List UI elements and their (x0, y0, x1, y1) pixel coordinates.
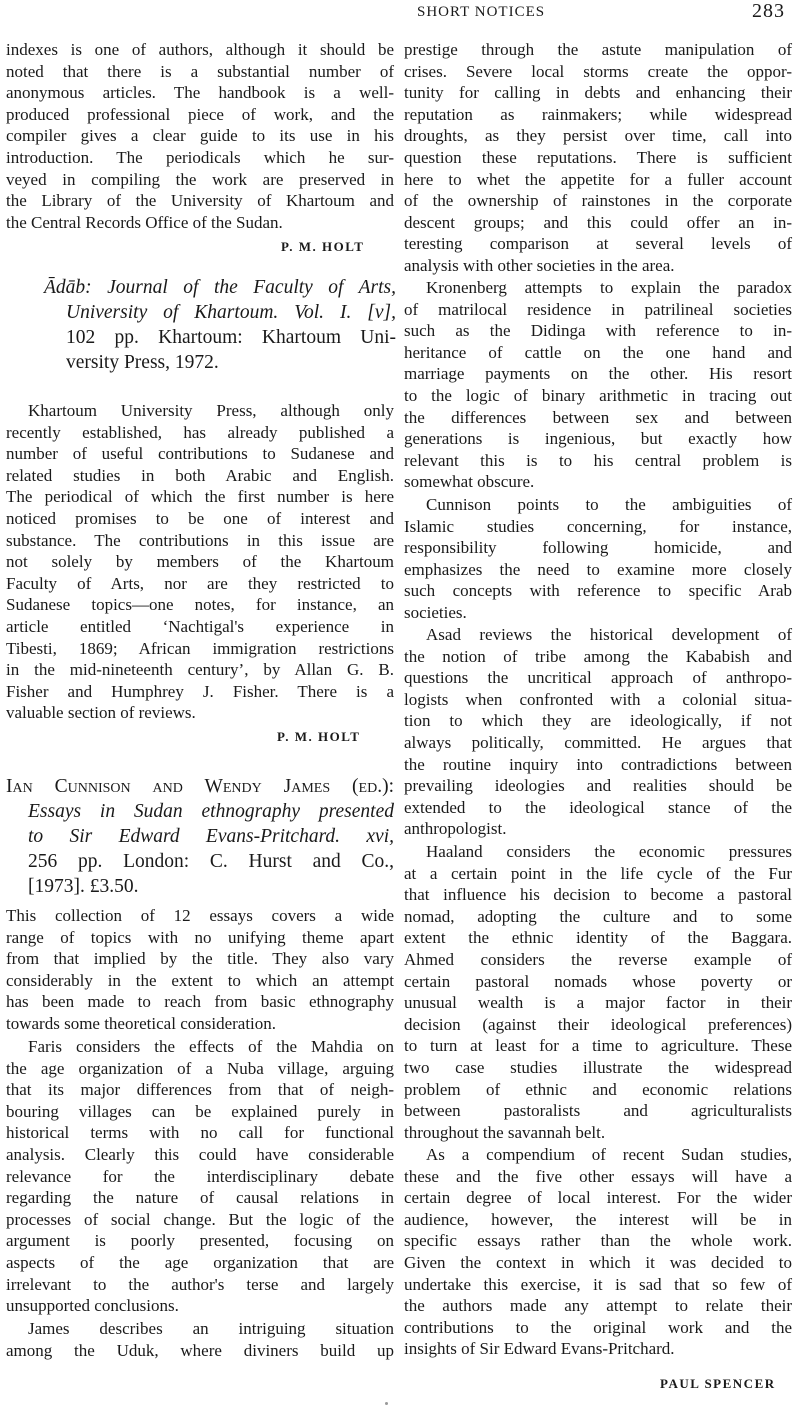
print-speck (385, 1402, 388, 1405)
text-line: decision (against their ideological preferences) (404, 1014, 792, 1034)
paragraph (6, 400, 394, 724)
text-line: article entitled ‘Nachtigal's experience in (6, 616, 394, 636)
heading-line: 256 pp. London: C. Hurst and Co., (28, 851, 394, 872)
text-line: these and the five other essays will have a (404, 1166, 792, 1186)
text-line: substance. The contributions in this issue are (6, 530, 394, 550)
text-line: has been made to reach from basic ethnography (6, 992, 394, 1012)
text-line: analysis with other societies in the area. (404, 255, 675, 275)
text-line: crises. Severe local storms create the oppor- (404, 61, 792, 81)
text-line: anthropologist. (404, 819, 507, 839)
text-line: generations is ingenious, but exactly how (404, 429, 792, 449)
text-line: range of topics with no unifying theme apart (6, 927, 394, 947)
text-line: extent the ethnic identity of the Baggara. (404, 928, 792, 948)
text-line: This collection of 12 essays covers a wide (6, 906, 394, 925)
text-line: droughts, as they persist over time, call into (404, 126, 792, 146)
heading-line: Ādāb: Journal of the Faculty of Arts, (44, 277, 396, 298)
text-line: related studies in both Arabic and English. (6, 465, 394, 485)
reviewer-signature: P. M. HOLT (277, 729, 361, 744)
text-line: Haaland considers the economic pressures (426, 842, 792, 861)
text-line: of the ownership of rainstones in the corporate (404, 191, 792, 211)
heading-line: to Sir Edward Evans-Pritchard. xvi, (28, 826, 394, 847)
heading-line: University of Khartoum. Vol. I. [v], (66, 302, 396, 323)
text-line: to the logic of binary arithmetic in tracing out (404, 385, 792, 405)
text-line: valuable section of reviews. (6, 703, 196, 723)
reviewer-signature: PAUL SPENCER (660, 1376, 776, 1391)
text-line: Faculty of Arts, nor are they restricted to (6, 573, 394, 593)
text-line: responsibility following homicide, and (404, 538, 792, 558)
text-line: that influence his decision to become a pastoral (404, 885, 792, 905)
text-line: somewhat obscure. (404, 472, 535, 492)
paragraph (404, 624, 792, 840)
text-line: reputation as rainmakers; while widespread (404, 104, 792, 124)
text-line: Asad reviews the historical development of (426, 625, 792, 644)
text-line: contributions to the original work and the (404, 1317, 792, 1337)
text-line: prestige through the astute manipulation of (404, 40, 792, 59)
text-line: question these reputations. There is sufficient (404, 147, 792, 167)
text-line: teresting comparison at several levels of (404, 234, 792, 254)
paragraph (404, 1144, 792, 1360)
text-line: the differences between sex and between (404, 407, 792, 427)
running-title: SHORT NOTICES (417, 4, 546, 20)
text-line: bouring villages can be explained purely in (6, 1101, 394, 1121)
text-line: Tibesti, 1869; African immigration restrictions (6, 638, 394, 658)
text-line: Given the context in which it was decided to (404, 1252, 792, 1272)
text-line: insights of Sir Edward Evans-Pritchard. (404, 1339, 675, 1359)
text-line: regarding the nature of causal relations in (6, 1188, 394, 1208)
heading-line: [1973]. £3.50. (28, 876, 139, 897)
text-line: emphasizes the need to examine more closely (404, 559, 792, 579)
text-line: descent groups; and this could offer an in- (404, 212, 792, 232)
text-line: Fisher and Humphrey J. Fisher. There is a (6, 681, 394, 701)
text-line: anonymous articles. The handbook is a well- (6, 83, 394, 103)
heading-line: versity Press, 1972. (66, 352, 219, 373)
text-line: argument is poorly presented, focusing on (6, 1231, 394, 1251)
text-line: tunity for calling in debts and enhancing their (404, 83, 792, 103)
text-line: to turn at least for a time to agriculture. These (404, 1036, 792, 1056)
heading-line: 102 pp. Khartoum: Khartoum Uni- (66, 327, 396, 348)
text-line: specific essays rather than the whole work. (404, 1231, 792, 1251)
reviewer-signature: P. M. HOLT (281, 239, 365, 254)
text-line: audience, however, the interest will be in (404, 1209, 792, 1229)
text-line: of matrilocal residence in patrilineal societies (404, 299, 792, 319)
text-line: James describes an intriguing situation (28, 1319, 394, 1338)
text-line: at a certain point in the life cycle of the Fur (404, 863, 792, 883)
text-line: the routine inquiry into contradictions between (404, 754, 792, 774)
text-line: compiler gives a clear guide to its use in his (6, 126, 394, 146)
paragraph (404, 277, 792, 493)
text-line: Kronenberg attempts to explain the paradox (426, 278, 792, 297)
text-line: introduction. The periodicals which he sur- (6, 147, 394, 167)
text-line: not solely by members of the Khartoum (6, 552, 394, 572)
text-line: the authors made any attempt to relate their (404, 1296, 792, 1316)
text-line: Faris considers the effects of the Mahdia on (28, 1037, 394, 1056)
text-line: societies. (404, 602, 467, 622)
text-line: unusual wealth is a major factor in their (404, 993, 792, 1013)
heading-line: Ian Cunnison and Wendy James (ed.): (6, 776, 394, 797)
text-line: Sudanese topics—one notes, for instance, an (6, 595, 394, 615)
text-line: indexes is one of authors, although it should be (6, 40, 394, 59)
heading-line: Essays in Sudan ethnography presented (28, 801, 394, 822)
text-line: irrelevant to the author's terse and largely (6, 1274, 394, 1294)
text-line: always politically, committed. He argues that (404, 732, 792, 752)
text-line: noticed promises to be one of interest and (6, 508, 394, 528)
text-line: throughout the savannah belt. (404, 1122, 606, 1142)
text-line: here to whet the appetite for a fuller account (404, 169, 792, 189)
text-line: the Library of the University of Khartoum and (6, 191, 394, 211)
text-line: The periodical of which the first number is here (6, 487, 394, 507)
text-line: Cunnison points to the ambiguities of (426, 495, 792, 514)
text-line: nomad, adopting the culture and to some (404, 906, 792, 926)
text-line: relevance for the interdisciplinary debate (6, 1166, 394, 1186)
paragraph (6, 905, 394, 1035)
text-line: aspects of the age organization that are (6, 1252, 394, 1272)
text-line: considerably in the extent to which an attempt (6, 970, 394, 990)
text-line: certain pastoral nomads whose poverty or (404, 971, 792, 991)
text-line: unsupported conclusions. (6, 1296, 179, 1316)
text-line: such as the Didinga with reference to in- (404, 321, 792, 341)
text-line: recently established, has already published a (6, 422, 394, 442)
paragraph (404, 841, 792, 1143)
paragraph (6, 1036, 394, 1317)
text-line: noted that there is a substantial number of (6, 61, 394, 81)
paragraph (6, 1318, 394, 1361)
text-line: among the Uduk, where diviners build up (6, 1340, 394, 1360)
text-line: marriage payments on the other. His resort (404, 364, 792, 384)
text-line: questions the uncritical approach of anthropo- (404, 668, 792, 688)
text-line: undertake this exercise, it is sad that so few of (404, 1274, 792, 1294)
review-heading (6, 275, 396, 375)
text-line: from that implied by the title. They also vary (6, 949, 394, 969)
text-line: such concepts with reference to specific Arab (404, 581, 792, 601)
text-line: extended to the ideological stance of the (404, 797, 792, 817)
text-line: heritance of cattle on the one hand and (404, 342, 792, 362)
text-line: Khartoum University Press, although only (28, 401, 394, 420)
text-line: Islamic studies concerning, for instance, (404, 516, 792, 536)
text-line: number of useful contributions to Sudanese and (6, 444, 394, 464)
paragraph (6, 39, 394, 233)
text-line: relevant this is to his central problem is (404, 450, 792, 470)
text-line: between pastoralists and agriculturalists (404, 1101, 792, 1121)
text-line: logists when confronted with a colonial situa- (404, 689, 792, 709)
paragraph (404, 39, 792, 277)
text-line: Ahmed considers the reverse example of (404, 949, 792, 969)
text-line: the Central Records Office of the Sudan. (6, 212, 283, 232)
text-line: veyed in compiling the work are preserved in (6, 169, 394, 189)
text-line: tion to which they are ideologically, if not (404, 711, 792, 731)
text-line: As a compendium of recent Sudan studies, (426, 1145, 792, 1164)
text-line: towards some theoretical consideration. (6, 1013, 277, 1033)
text-line: two case studies illustrate the widespread (404, 1057, 792, 1077)
text-line: historical terms with no call for functional (6, 1123, 394, 1143)
text-line: processes of social change. But the logic of the (6, 1209, 394, 1229)
review-heading (6, 774, 394, 899)
text-line: problem of ethnic and economic relations (404, 1079, 792, 1099)
text-line: produced professional piece of work, and the (6, 104, 394, 124)
paragraph (404, 494, 792, 624)
text-line: certain degree of local interest. For the wider (404, 1188, 792, 1208)
text-line: the age organization of a Nuba village, arguing (6, 1058, 394, 1078)
text-line: the notion of tribe among the Kababish and (404, 646, 792, 666)
text-line: that its major differences from that of neigh- (6, 1080, 394, 1100)
page-number: 283 (752, 0, 785, 22)
text-line: in the mid-nineteenth century’, by Allan G. B. (6, 660, 394, 680)
text-line: analysis. Clearly this could have considerable (6, 1144, 394, 1164)
text-line: prevailing ideologies and realities should be (404, 776, 792, 796)
